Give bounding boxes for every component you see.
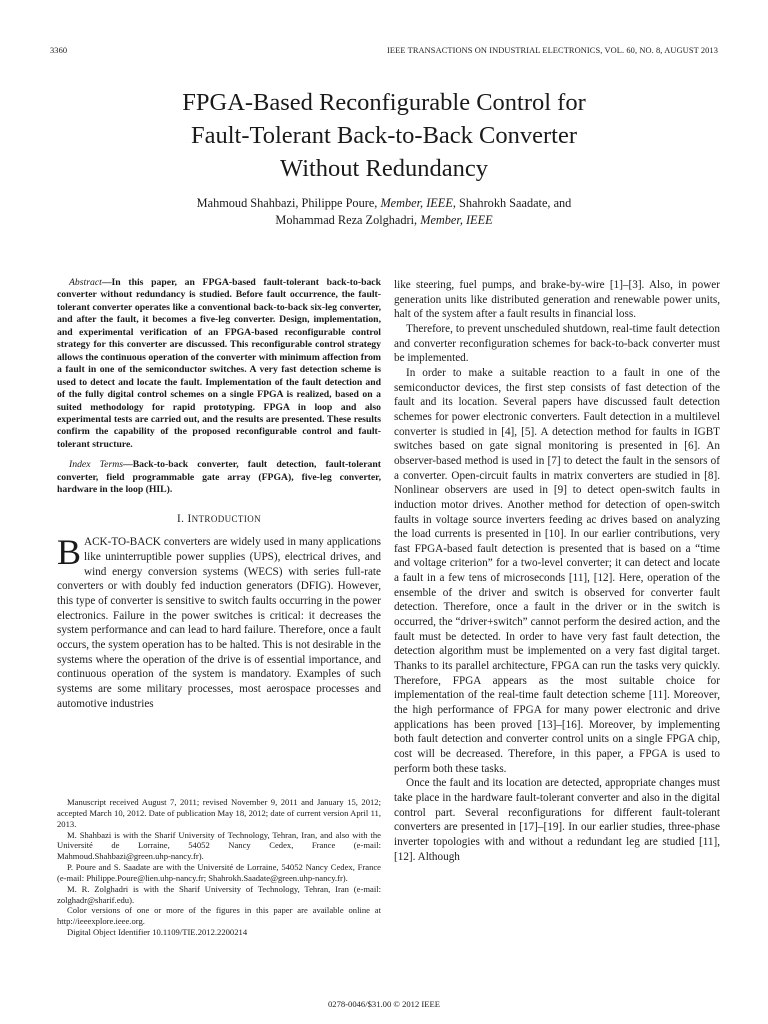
index-terms-text: —Back-to-back converter, fault detection, fault-tolerant converter, field programmable gate array (FPGA), five-leg converter, hardware in the loop (HIL).	[57, 459, 381, 496]
abstract	[57, 277, 381, 451]
index-terms	[57, 459, 381, 496]
author-line-2	[0, 212, 768, 229]
author-line-1	[0, 195, 768, 212]
section-heading	[57, 512, 381, 527]
paper-title	[0, 86, 768, 185]
page-number: 3360	[50, 46, 68, 55]
author-list	[0, 195, 768, 228]
left-column	[57, 277, 381, 711]
footnote: M. Shahbazi is with the Sharif University of Technology, Tehran, Iran, and also with the Université de Lorraine, 54052 Nancy Cedex, France (e-mail: Mahmoud.Shahbazi@green.uhp-nancy.fr).	[57, 829, 381, 862]
body-paragraph: like steering, fuel pumps, and brake-by-wire [1]–[3]. Also, in power generation units like distributed generation and renewable power units, halt of the system after a fault results in financial loss.	[394, 279, 720, 321]
section-title-rest: NTRODUCTION	[191, 513, 262, 524]
abstract-text: —In this paper, an FPGA-based fault-tolerant back-to-back converter without redundancy is studied. Before fault occurrence, the fault-tolerant converter operates like a conventional back-to-back six-leg converter, and after the fault, it becomes a five-leg converter. Design, implementation, and experimental verification of an FPGA-based reconfigurable control strategy for this converter are discussed. This reconfigurable control strategy allows the continuous operation of the converter with minimum affection from a fault in one of the semiconductor switches. A very fast detection scheme is used to detect and locate the fault. Implementation of the fault detection and of the fully digital control schemes on a single FPGA is realized, based on a suited methodology for rapid prototyping. FPGA in loop and also experimental tests are carried out, and the results are presented. These results confirm the capability of the proposed reconfigurable control and fault-tolerant structure.	[57, 277, 381, 450]
drop-cap: B	[57, 532, 82, 573]
journal-header: IEEE TRANSACTIONS ON INDUSTRIAL ELECTRONICS, VOL. 60, NO. 8, AUGUST 2013	[387, 46, 718, 55]
intro-text: converters are widely used in many applications like uninterruptible power supplies (UPS), electrical drives, and wind energy conversion systems (WECS) with series full-rate converters or with doubly fed induction generators (DFIG). However, this type of converter is sensitive to switch faults occurring in the power electronics. Failure in the power switches is critical: it decreases the system performance and can lead to hard failure. Therefore, once a fault occurs, the system operation has to be halted. This is not desirable in the systems where the operation of the drive is of essential importance, and continuous operation of the system is mandatory. Examples of such systems are some military processes, most aerospace processes and automotive industries	[57, 536, 381, 710]
body-paragraph: Therefore, to prevent unscheduled shutdown, real-time fault detection and converter reconfiguration schemes for back-to-back converter must be implemented.	[394, 322, 720, 365]
intro-caps: ACK-TO-BACK	[84, 536, 161, 549]
intro-paragraph	[57, 532, 381, 711]
section-numeral: I. I	[176, 512, 192, 525]
right-column	[394, 278, 720, 864]
authors-text: Mohammad Reza Zolghadri,	[275, 212, 421, 227]
footnotes	[57, 797, 381, 938]
membership: Member, IEEE	[380, 196, 453, 210]
footnote: P. Poure and S. Saadate are with the Université de Lorraine, 54052 Nancy Cedex, France (e-mail: Philippe.Poure@lien.uhp-nancy.fr; Shahrokh.Saadate@green.uhp-nancy.fr).	[57, 862, 381, 883]
body-paragraph: Once the fault and its location are detected, appropriate changes must take place in the hardware fault-tolerant converter and also in the digital control part. Several reconfigurations for different fault-tolerant converters are presented in [17]–[19]. In our earlier studies, three-phase inverter topologies with and without a redundant leg are studied [11], [12]. Although	[394, 777, 720, 863]
copyright-line: 0278-0046/$31.00 © 2012 IEEE	[327, 999, 441, 1009]
index-terms-lead: Index Terms	[69, 459, 124, 471]
title-line: Without Redundancy	[280, 155, 488, 182]
title-line: Fault-Tolerant Back-to-Back Converter	[190, 122, 578, 149]
membership: Member, IEEE	[420, 212, 493, 227]
title-line: FPGA-Based Reconfigurable Control for	[182, 89, 586, 116]
footnote: Manuscript received August 7, 2011; revised November 9, 2011 and January 15, 2012; accepted March 10, 2012. Date of publication May 18, 2012; date of current version April 11, 2013.	[57, 797, 381, 829]
footnote: Color versions of one or more of the figures in this paper are available online at http://ieeexplore.ieee.org.	[57, 905, 381, 927]
footnote: Digital Object Identifier 10.1109/TIE.2012.2200214	[67, 927, 248, 938]
authors-text: Mahmoud Shahbazi, Philippe Poure,	[196, 196, 381, 210]
authors-text: , Shahrokh Saadate, and	[452, 196, 572, 210]
body-paragraph: In order to make a suitable reaction to a fault in one of the semiconductor devices, the first step consists of fast detection of the fault and its location. Several papers have discussed fault detection schemes for power electronic converters. Fault detection in a multilevel converter is studied in [4], [5]. A detection method for faults in IGBT switches based on gate signal monitoring is presented in [6]. An observer-based method is used in [7] to detect the fault in the sensors of a converter. Open-circuit faults in matrix converters are studied in [8]. Nonlinear observers are used in [9] to detect open-switch faults in induction motor drives. Another method for detection of open-switch faults in voltage source inverters feeding ac drives based on analyzing the load currents is presented in [10]. In our earlier contributions, very fast FPGA-based fault detection is presented that is based on a “time and voltage criterion” for a two-level converter; it can detect and locate a fault in a few tens of microseconds [11], [12]. Here, operation of the ensemble of the driver and switch is observed for converter fault detection. Therefore, once a fault in the driver or in the switch is occurred, the “driver+switch” cannot perform the desired action, and the fault must be detected. In order to have very fast fault detection, the detection algorithm must be implemented on a very fast digital target. Thanks to its parallel architecture, FPGA can run the tasks very quickly. Therefore, FPGA appears as the most suitable choice for implementation of the real-time fault detection scheme [11]. Moreover, the high performance of FPGA for many power electronic and drive applications has been proved [13]–[16]. Moreover, by implementing both fault detection and converter control units on a single FPGA chip, cost will be decreased. Therefore, in this paper, a FPGA is used to perform both these tasks.	[394, 366, 720, 775]
footnote: M. R. Zolghadri is with the Sharif University of Technology, Tehran, Iran (e-mail: zolghadr@sharif.edu).	[57, 883, 381, 905]
abstract-lead: Abstract	[69, 277, 102, 288]
